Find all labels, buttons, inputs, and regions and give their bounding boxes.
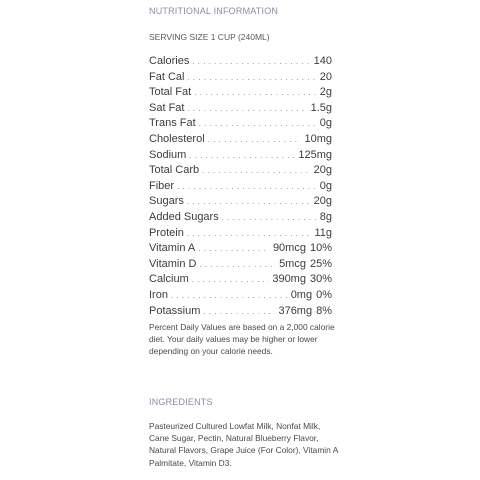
dot-leader xyxy=(198,244,270,253)
nutrient-name: Vitamin A xyxy=(149,242,196,255)
nutrient-name: Calories xyxy=(149,55,190,67)
nutrient-value: 10mg xyxy=(304,132,332,145)
nutrient-value: 140 xyxy=(313,55,332,67)
dot-leader xyxy=(187,73,316,82)
nutrient-value: 2g xyxy=(319,86,332,99)
nutrient-value: 1.5g xyxy=(310,101,332,114)
nutrient-daily-percent: 30% xyxy=(309,273,332,286)
nutrient-row xyxy=(149,71,332,87)
dot-leader xyxy=(192,57,310,66)
nutrient-row xyxy=(149,211,332,227)
dot-leader xyxy=(199,119,317,128)
nutrient-row xyxy=(149,164,332,180)
nutrient-row xyxy=(149,305,332,321)
serving-size: SERVING SIZE 1 CUP (240ML) xyxy=(149,32,270,42)
nutrient-row xyxy=(149,133,332,149)
dot-leader xyxy=(199,260,276,269)
ingredients-text: Pasteurized Cultured Lowfat Milk, Nonfat Milk, Cane Sugar, Pectin, Natural Blueberry Flavor, Natural Flavors, Grape Juice (For Color), Vitamin A Palmitate, Vitamin D3. xyxy=(149,421,338,468)
nutrient-name: Total Carb xyxy=(149,164,200,177)
dot-leader xyxy=(222,213,317,222)
dot-leader xyxy=(177,182,317,191)
nutrient-value: 8g xyxy=(319,210,332,223)
nutrient-row xyxy=(149,258,332,274)
dot-leader xyxy=(187,197,311,206)
dot-leader xyxy=(187,104,307,113)
nutrient-row xyxy=(149,273,332,289)
dot-leader xyxy=(203,307,275,316)
dot-leader xyxy=(189,151,295,160)
nutrient-row xyxy=(149,227,332,243)
nutrient-name: Sugars xyxy=(149,195,184,208)
dot-leader xyxy=(192,275,270,284)
nutrient-name: Fat Cal xyxy=(149,70,185,83)
dot-leader xyxy=(202,166,311,175)
dot-leader xyxy=(208,135,302,144)
nutrient-value: 0mg xyxy=(290,288,313,301)
nutrient-name: Cholesterol xyxy=(149,132,205,145)
nutrient-daily-percent: 8% xyxy=(316,304,332,317)
nutrient-name: Trans Fat xyxy=(149,117,196,130)
nutrient-row xyxy=(149,180,332,196)
nutrient-value: 390mg xyxy=(272,273,306,286)
nutrient-row xyxy=(149,86,332,102)
nutrient-row xyxy=(149,117,332,133)
nutrient-name: Fiber xyxy=(149,179,175,192)
nutrition-heading: NUTRITIONAL INFORMATION xyxy=(149,6,279,16)
nutrient-daily-percent: 0% xyxy=(316,288,332,301)
nutrient-name: Calcium xyxy=(149,273,189,286)
dot-leader xyxy=(187,229,312,238)
nutrient-value: 0g xyxy=(319,179,332,192)
nutrient-table xyxy=(149,55,332,320)
nutrient-name: Sodium xyxy=(149,148,187,161)
nutrient-value: 376mg xyxy=(278,304,313,317)
nutrient-name: Protein xyxy=(149,226,184,239)
dot-leader xyxy=(171,291,288,300)
nutrient-value: 0g xyxy=(319,117,332,130)
nutrient-name: Sat Fat xyxy=(149,101,185,114)
nutrient-name: Potassium xyxy=(149,304,201,317)
ingredients-heading: INGREDIENTS xyxy=(149,397,213,407)
nutrient-value: 5mcg xyxy=(279,257,306,270)
nutrient-row xyxy=(149,102,332,118)
nutrient-name: Added Sugars xyxy=(149,210,219,223)
nutrient-row xyxy=(149,289,332,305)
nutrient-value: 20 xyxy=(319,70,332,83)
nutrient-name: Iron xyxy=(149,288,168,301)
nutrient-row xyxy=(149,55,332,71)
nutrient-value: 20g xyxy=(313,195,332,208)
daily-values-note: Percent Daily Values are based on a 2,000 calorie diet. Your daily values may be higher or lower depending on your calorie needs. xyxy=(149,322,335,356)
nutrient-daily-percent: 25% xyxy=(309,257,332,270)
nutrient-value: 125mg xyxy=(298,148,332,161)
nutrient-row xyxy=(149,195,332,211)
nutrient-value: 90mcg xyxy=(272,242,306,255)
nutrient-name: Total Fat xyxy=(149,86,192,99)
nutrient-row xyxy=(149,242,332,258)
dot-leader xyxy=(194,88,317,97)
nutrient-name: Vitamin D xyxy=(149,257,197,270)
nutrient-value: 20g xyxy=(313,164,332,177)
nutrient-daily-percent: 10% xyxy=(309,242,332,255)
nutrient-row xyxy=(149,149,332,165)
nutrient-value: 11g xyxy=(314,226,332,239)
